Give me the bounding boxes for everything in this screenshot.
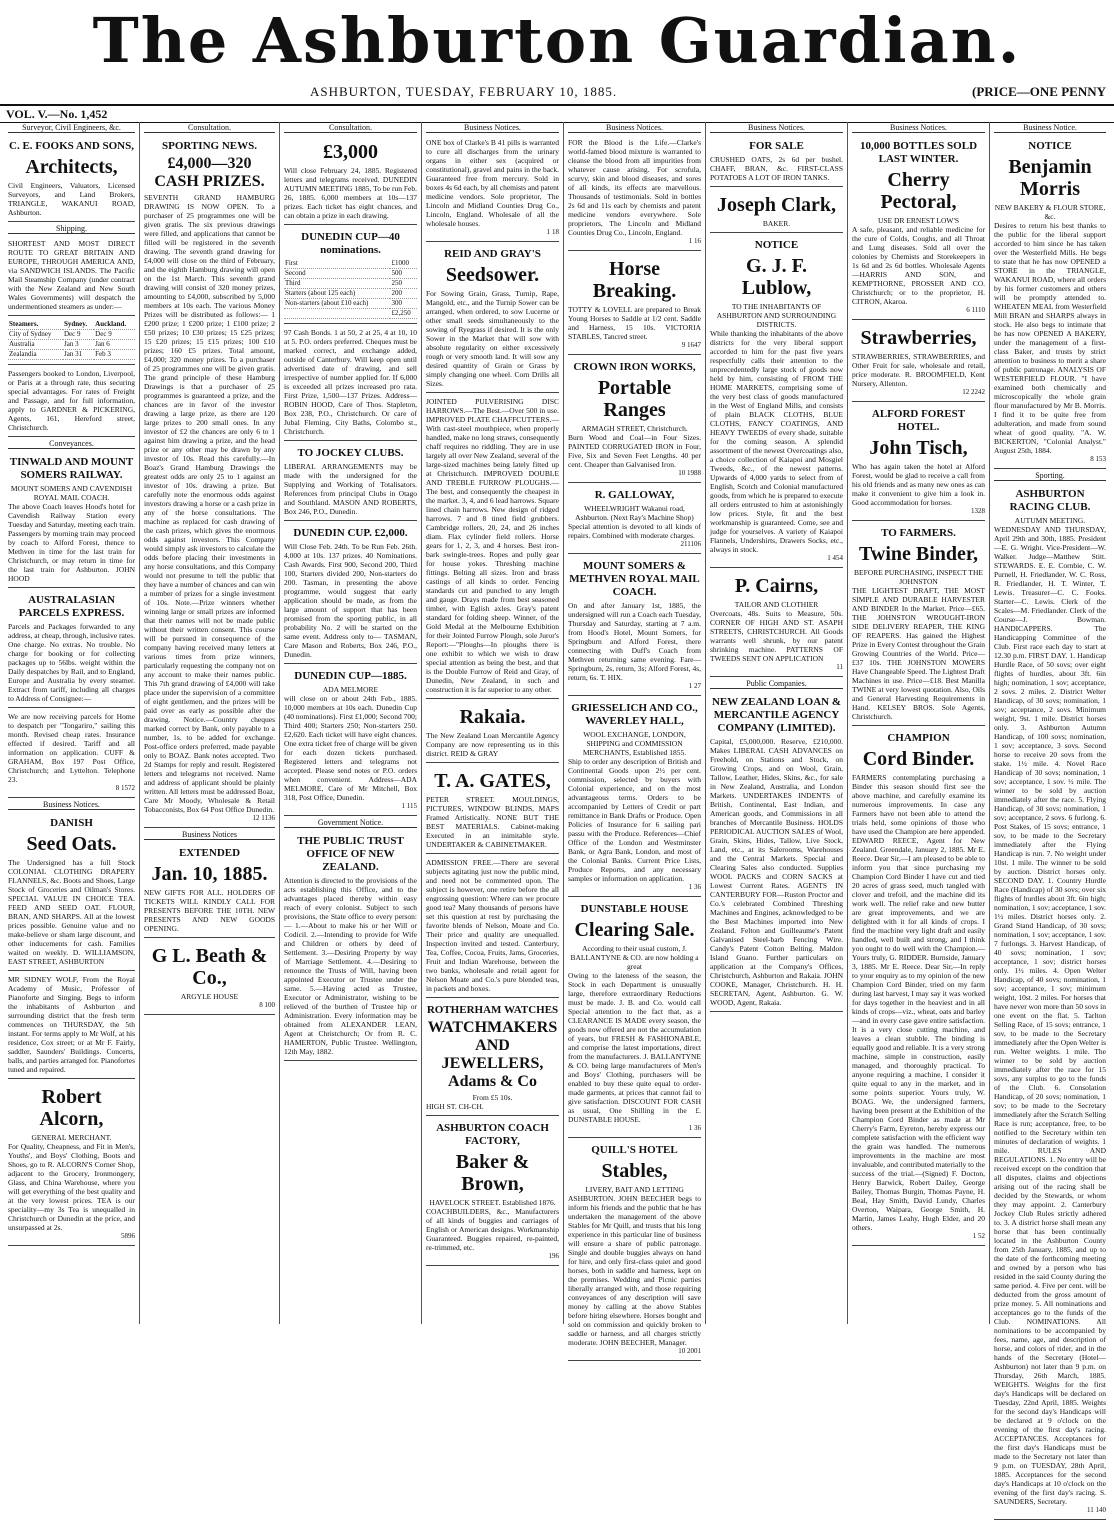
ad-headline: R. GALLOWAY,: [594, 489, 675, 501]
ad-headline: SPORTING NEWS.: [162, 140, 257, 152]
ad-display-heading: WATCHMAKERS AND JEWELLERS, Adams & Co: [427, 1019, 558, 1090]
ad-body-text: Owing to the lateness of the season, the Stock in each Department is unusually large, therefore extraordinary Reductions must be made. J. B. and Co. would call Special attention to the fact that, as a CLEARANCE IS MADE every season, the goods now offered are not the accumulation of years, but FRESH & FASHIONABLE, and comprise the latest importations, direct from the manufacturers. J. BALLANTYNE & CO. being large manufacturers of Men's and Boys' Clothing, purchasers will be enabled to buy these quite equal to order-made garments, at prices that cannot fail to give satisfaction. DISCOUNT FOR CASH as usual, One Shilling in the £. DUNSTABLE HOUSE.: [568, 971, 701, 1124]
ad-subheading: WHEELWRIGHT Wakanui road, Ashburton. (Next Ray's Machine Shop): [575, 504, 694, 522]
ad-reference-number: 1 36: [688, 1124, 701, 1132]
ad-reference-number: 11: [836, 663, 843, 671]
ad-headline: DUNEDIN CUP. £2,000.: [293, 527, 408, 539]
ad-body-text: MR SIDNEY WOLF, From the Royal Academy of Music, Professor of Pianoforte and Singing. Begs to inform the inhabitants of Ashburton and surrounding district that the fresh term commences on THURSDAY, the 5th instant. For terms apply to Mr Wolf, at his residence, Cox street; or at Mr F. Fairly, saddler, Saunders' Buildings. Concerts, balls, and parties arranged for. Pianofortes tuned and repaired.: [8, 975, 135, 1074]
ad-body-text: WEDNESDAY AND THURSDAY, April 29th and 30th, 1885. President—E. G. Wright. Vice-President—W. Walker. Judge—Matthew Stitt. STEWARDS. E. E. Cornbie, C. W. Purnell, H. Friedlander, W. C. Ross, R. Friedlander, H. T. Winter, T. Lewis. Treasurer—C. C. Fooks. Starter—C. Lewis. Clerk of the Scales—M. Friedlander. Clerk of the Course—J. Bowman. HANDICAPPERS. The Handicapping Committee of the Club. First race each day to start at 12.30 p.m. FIRST DAY. 1. Handicap Hurdle Race, of 50 sovs; over eight flights of hurdles, about 3ft. 6in high; nomination, 1 sov; acceptance, 2 sovs. 2 miles. 2. District Welter Handicap, of 30 sovs; nomination, 1 sov; acceptance, 2 sovs. Minimum weight, 9st. 1 mile. District horses only. 3. Ashburton Autumn Handicap, of 100 sovs; nomination, 1 sov; acceptance, 3 sovs. Second horse to receive 20 sovs from the stake. 1½ mile. 4. Novel Race Handicap of 30 sovs; nomination, 1 sov; acceptance, 1 sov. ½ mile. The winner to be sold by auction immediately after the race. 5. Flying Handicap, of 30 sovs; nomination, 1 sov; acceptance, 2 sovs. 6 furlong. 6. Post Stakes, of 15 sovs; entrance, 1 sov, to be made to the Secretary immediately after the Flying Handicap is run. 7. No weight under 10st. 1 mile. The winner to be sold by auction. District horses only. SECOND DAY. 1. Country Hurdle Race (Handicap) of 30 sovs; over six flights of hurdles about 3ft. 6in high; nomination, 1 sov; acceptance, 1 sov. 1½ miles. District horses only. 2. Grand Stand Handicap, of 30 sovs; nomination, 1 sov; acceptance, 1 sov. 7 furlongs. 3. Harvest Handicap, of 40 sovs; nomination, 1 sov; acceptance, 1 sov; district horses only. 1½ miles. 4. Open Welter Handicap, of 40 sovs; nomination, 1 sov; acceptance, 1 sov; minimum weight, 10st. 2 miles. For horses that have never won more than 50 sovs in one event on the flat. 5. Tarlton Selling Race, of 15 sovs; entrance, 1 sov, to be made to the Secretary immediately after the Open Welter is run. Welter weights. 1 mile. The winner to be sold by auction immediately after the race for 15 sovs, any surplus to go to the funds of the Club. 6. Consolation Handicap, of 20 sovs; nomination, 1 sov; to be made to the Secretary immediately after the Scratch Selling Race is run; acceptance, free, to be notified to the Secretary within ten minutes of declaration of weights. 1 mile. RULES AND REGULATIONS. 1. No entry will be received except on the condition that all disputes, claims and objections arising out of the racing shall be decided by the Stewards, or whom they may appoint. 2. Canterbury Jockey Club Rules strictly adhered to. 3. A district horse shall mean any horse that has been continually located in the Ashburton County from 25th January, 1885, and up to the date of the forthcoming meeting and owned by a person who has resided in the said County during the same period. 4. Five per cent. will be deducted from the gross amount of prize money. 5. All nominations and acceptances go to the funds of the Club. NOMINATIONS. All nominations to be accompanied by fees, name, age, and description of horse, and colors of rider, and in the hands of the Secretary (Hotel—Ashburton) not later than 9 p.m. on Thursday, 26th March, 1885. WEIGHTS. Weights for the first day's Handicaps will be declared on Tuesday, 22nd April, 1885. Weights for the second day's Handicaps will be declared at 9 o'clock on the evening of the first day's racing. ACCEPTANCES. Acceptances for the first day's Handicaps must be made to the Secretary not later than 9 p.m. on TUESDAY, 28th April, 1885. Acceptances for the second day's Handicaps at 10 o'clock on the evening of the first day's racing. S. SAUNDERS, Secretary.: [994, 525, 1106, 1506]
ad-body-text: FARMERS contemplating purchasing a Binder this season should first see the above machine, and carefully examine its numerous improvements. In case any Farmers have not been able to attend the trials held, some opinions of those who have used the Champion are here appended. EDWARD REECE, Agent for New Zealand. Greendale, January 2, 1885. Mr E. Reece. Dear Sir,—I am pleased to be able to inform you that since purchasing my Champion Cord Binder I have cut and tied 20 acres of grass seed, much tangled with clover and trefoil, and the machine did its work well. The relief rake and new butter are great improvements, and we are delighted with it for all kinds of crops. I find the machine very light draft and easily handled, well built and strong, and I think you ought to do well with the Champion.—Yours truly, G. RIDDER. Burnside, January 3, 1885. Mr E. Reece. Dear Sir,—In reply to your enquiry as to my opinion of the new Champion Cord Binder, tried on my farm during last harvest, I may say it was worked for days together in the heaviest and in all kinds of crops—viz., wheat, oats and barley—and in every case gave entire satisfaction. It is a very close cutting machine, and leaves a clean stubble. The binding is equally good and reliable. It is a very strong machine, simple in construction, easily managed, and thoroughly practical. To anyone requiring a machine, I consider it quite equal to any in the market, and in some points superior. Yours truly, W. BOAG. We, the undersigned farmers, having been present at the Exhibition of the Champion Cord Binder as made at Mr Cherry's Farm, Eyreton, hereby express our complete satisfaction with the efficient way the grain was handled. The numerous improvements in the machine are most invaluable, and contributed materially to the success of the trial.—(Signed) F. Docton, Henry Barwick, Robert Dailey, George Bailey, Thomas Burgin, Thomas Payne, H. Beal, Hay Smith, David Lundy, Charles Overton, Waipara, George Smith, H. Martin, James Leahy, Hugh Elder, and 20 others.: [852, 773, 985, 1232]
advertisement: [710, 136, 843, 187]
section-heading: Public Companies.: [710, 679, 843, 689]
ad-reference-number: 211106: [680, 540, 701, 548]
ad-subheading: ADA MELMORE: [322, 685, 379, 694]
ad-display-heading: £4,000—320 CASH PRIZES.: [154, 155, 265, 190]
ad-headline: REID AND GRAY'S: [444, 248, 541, 260]
column-5: [564, 122, 706, 1355]
ad-body-text: SHORTEST AND MOST DIRECT ROUTE TO GREAT BRITAIN AND EUROPE, THROUGH AMERICA AND, via SANDWICH ISLANDS. The Pacific Mail Steamship Company (under contract with the New Zealand and New South Wales Governments) will despatch the undermentioned steamers as under:—: [8, 239, 135, 311]
section-heading: Surveyor, Civil Engineers, &c.: [8, 123, 135, 133]
ad-reference-number: 10 2001: [678, 1347, 701, 1355]
advertisement: [8, 813, 135, 971]
ad-table: [284, 259, 417, 319]
ad-display-heading: Jan. 10, 1885.: [151, 863, 268, 885]
ad-display-heading: Stables,: [601, 1160, 668, 1182]
advertisement: [568, 485, 701, 554]
section-heading: Government Notice.: [284, 818, 417, 828]
advertisement: [8, 237, 135, 316]
advertisement: [710, 692, 843, 1012]
table-cell: 300: [390, 299, 417, 309]
table-row: [8, 330, 135, 340]
ad-body-text: Special attention is devoted to all kinds of repairs. Combined with moderate charges.: [568, 522, 701, 540]
ad-body-text: For Sowing Grain, Grass, Turnip, Rape, Mangold, etc., and the Turnip Sower can be arranged, when ordered, to sow Lucerne or other small seeds simultaneously to the sowing of Ryegrass if desired. It is the only Sower in the Market that will sow with absolute regularity on either excessively rough or very smooth land. It will sow any desired quantity of Grain or Grass by simply changing one wheel. Corn Drills all Sizes.: [426, 289, 559, 388]
advertisement: [284, 326, 417, 441]
ad-subheading: USE DR ERNEST LOW'S: [877, 216, 959, 225]
column-1: [4, 122, 140, 1324]
advertisement: [8, 367, 135, 437]
ad-body-text: Ship to order any description of British and Continental Goods upon 2½ per cent. commission, selected by buyers with Colonial experience, and on the most advantageous terms. Orders to be accompanied by Letters of Credit or part remittance in Bank Drafts or Produce. Open Policies of Insurance for 6 sailing pari passu with the Produce. References—Chief Office of the London and Westminster Bank, or Agra Bank, London, and most of the Colonial Banks. Current Price Lists, Produce Reports, and any necessary samples or information on application.: [568, 757, 701, 883]
advertisement: [710, 235, 843, 568]
advertisement: [426, 701, 559, 763]
ad-display-heading: £3,000: [323, 141, 378, 163]
ad-headline: ROTHERHAM WATCHES: [426, 1004, 559, 1016]
advertisement: [8, 452, 135, 588]
column-6: [706, 122, 848, 1324]
advertisement: [284, 831, 417, 1061]
table-cell: Jan 31: [63, 350, 94, 360]
advertisement: [710, 570, 843, 677]
ad-display-heading: G. J. F. Lublow,: [741, 255, 812, 299]
section-heading: Business Notices.: [426, 123, 559, 133]
advertisement: [426, 136, 559, 242]
table-cell: First: [284, 259, 390, 269]
ad-body-text: Passengers booked to London, Liverpool, or Paris at a through rate, thus securing special advantages. For rates of Freight and Passage, and for full information, apply to GARDNER & PICKERING, Agents, 161, Hereford street, Christchurch.: [8, 369, 135, 432]
ad-display-heading: Twine Binder,: [859, 543, 978, 565]
advertisement: [852, 523, 985, 726]
table-cell: City of Sydney: [8, 330, 63, 340]
advertisement: [8, 1081, 135, 1246]
masthead: [0, 0, 1114, 82]
table-row: [284, 279, 417, 289]
advertisement: [284, 523, 417, 664]
advertisement: [852, 728, 985, 1246]
table-row: [284, 299, 417, 309]
ad-body-text: ASHBURTON. JOHN BEECHER begs to inform his friends and the public that he has undertaken the management of the above Stables for Mr Quill, and trusts that his long experience in this particular line of business will ensure a share of public patronage. Single and double buggies always on hand for hire, and only first-class quiet and good horses, both in saddle and harness, kept on the premises. Wedding and Picnic parties liberally arranged with, and those requiring conveyances of any description will save money by calling at the above Stables before hiring elsewhere. Horses bought and sold on commission and quickly broken to saddle or harness, and all charges strictly moderate. JOHN BEECHER, Manager.: [568, 1194, 701, 1347]
ad-subheading: GENERAL MERCHANT.: [31, 1133, 112, 1142]
advertisement: [284, 227, 417, 324]
ad-body-text: PETER STREET. MOULDINGS, PICTURES, WINDOW BLINDS, MAPS Framed Artistically. NONE BUT THE BEST MATERIALS. Cabinet-making Executed in an inimitable style. UNDERTAKER & CABINETMAKER.: [426, 795, 559, 849]
ad-reference-number: 11 140: [1087, 1506, 1106, 1514]
ad-display-heading: Benjamin Morris: [1008, 156, 1092, 200]
ad-subheading: According to their usual custom, J. BALLANTYNE & CO. are now holding a great: [570, 944, 699, 971]
ad-reference-number: 6 1110: [966, 306, 985, 314]
newspaper-title: The Ashburton Guardian.: [92, 4, 1022, 77]
advertisement: [426, 1118, 559, 1266]
ad-subheading: MOUNT SOMERS AND CAVENDISH ROYAL MAIL COACH.: [10, 484, 133, 502]
ad-display-heading: Seedsower.: [445, 264, 540, 286]
advertisement: [568, 899, 701, 1138]
ad-headline: DANISH: [50, 817, 93, 829]
table-cell: Feb 3: [94, 350, 135, 360]
advertisement: [852, 404, 985, 521]
ad-body-text: CRUSHED OATS, 2s 6d per bushel. CHAFF, BRAN, &c. FIRST-CLASS POTATOES A LOT OF IRON TANKS.: [710, 155, 843, 182]
ad-body-text: While thanking the inhabitants of the above districts for the very liberal support accorded to him for the past five years respectfully calls their attention to the unprecedentedly large stock of goods now held by him, consisting of FROM THE HOME MARKETS, comprising some of the very best class of goods manufactured in the West of England Mills, and consists of plain BLACK CLOTHS, BLUE CLOTHS, FANCY COATINGS, AND HEAVY TWEEDS of every shade, suitable for the coming season. A splendid assortment of the newest Overcoatings also, a choice collection of Kaiapoi and Mosgiel Tweeds, &c., of the newest patterns. Upwards of 4,000 yards to select from of English, Scotch and Colonial manufactured goods, from which he is prepared to execute all orders entrusted to him at astonishingly low prices. Style, fit and the best workmanship is guaranteed. Come, see and judge for yourselves. A variety of Kaiapoi Flannels, Undershirts, Drawers Socks, etc., always in stock.: [710, 329, 843, 554]
table-cell: Starters (about 125 each): [284, 289, 390, 299]
dateline: [0, 82, 1114, 100]
ad-headline: GRIESSELICH AND CO., WAVERLEY HALL,: [571, 702, 698, 727]
advertisement: [284, 443, 417, 521]
table-cell: £2,250: [390, 309, 417, 319]
ad-body-text: THE LIGHTEST DRAFT, THE MOST SIMPLE AND DURABLE HARVESTER AND BINDER In the Market. Price—£65. THE JOHNSTON WROUGHT-IRON SIDE DELIVERY REAPER, THE KING OF REAPERS. Has gained the Highest Prize in Every Contest throughout the Grain Growing Countries of the World. Price—£37 10s. THE JOHNSTON MOWERS Have Changeable Speed. The Lightest Draft Machines in use. Price—£18. Best Manilla TWINE at very lowest quotation. Also, Oils and General Harvesting Requirements in Hand. KELSEY BROS. Sole Agents, Christchurch.: [852, 586, 985, 721]
table-row: [284, 289, 417, 299]
ad-reference-number: 8 100: [259, 1001, 275, 1009]
ad-body-text: ADMISSION FREE.—There are several subjects agitating just now the public mind, and need not be commented upon. The subject is however, one retire before the all engrossing question: Where can we procure good tea? Many thousands of persons have set this question at rest by purchasing the favorite blends of Nelson, Moate and Co. Their price and quality are unequalled. Inspection invited and tested. Canterbury, Tea, Coffee, Cocoa, Fruits, Jams, Groceries, Fruit and Indian Warehouse, between the two banks, wholesale and retail agent for Nelson Moate and Co.'s pure blended teas, in packets and boxes.: [426, 858, 559, 993]
section-heading: Business Notice.: [994, 123, 1106, 133]
ad-reference-number: 1 454: [827, 554, 843, 562]
ad-reference-number: 1328: [971, 507, 985, 515]
ad-body-text: Will Close Feb. 24th. To be Run Feb. 26th. 4,000 at 10s. 137 prizes. 40 Nominations. Cash Awards. First 900, Second 200, Third 100, Starters divided 200, Non-starters do 200. Tasman, in presenting the above programme, would suggest that early application should be made, as from the large amount of support that has been promised from the sporting public, in all probability No. 2 will be started on the same event. Address only to— TASMAN, Care Mason and Roberts, Box 246, P.O., Dunedin.: [284, 542, 417, 659]
advertisement: [8, 710, 135, 798]
ad-headline: CHAMPION: [887, 732, 950, 744]
table-cell: 500: [390, 269, 417, 279]
advertisement: [568, 357, 701, 483]
ad-reference-number: 12 1136: [252, 814, 275, 822]
section-heading: Business Notices.: [852, 123, 985, 133]
ad-reference-number: 5896: [121, 1232, 135, 1240]
ad-subheading: TAILOR AND CLOTHIER: [734, 600, 819, 609]
volume-line: [0, 104, 1114, 123]
ad-reference-number: 1 16: [688, 237, 701, 245]
advertisement: [852, 322, 985, 402]
table-cell: 250: [390, 279, 417, 289]
ad-subheading: ARMAGH STREET, Christchurch.: [581, 424, 688, 433]
ad-body-text: For Quality, Cheapness, and Fit in Men's, Youths', and Boys' Clothing, Boots and Shoes, go to R. ALCORN'S Corner Shop, adjacent to the Grocery, Ironmongery, Glass, and China Warehouse, where you will get everything of the best quality and at the very lowest prices. TEA is our speciality—my 3s Tea is unequalled in Christchurch or Dunedin at the price, and unsurpassed at 2s.: [8, 1142, 135, 1232]
ad-subheading: NEW BAKERY & FLOUR STORE, &c.: [994, 203, 1106, 221]
ad-body-text: Attention is directed to the provisions of the acts establishing this Office, and to the advantages placed thereby within easy reach of every colonist. Subject to such provisions, the State office to every person:— 1.—About to make his or her Will or Codicil. 2.—Intending to provide for Wife and Children or others by deed of Settlement. 3.—Desiring Property by way of Marriage Settlement. 4.—Desiring to renounce the Trusts of Will, having been appointed Executor or Trustee under the same. 5.—Having acted as Trustee, Executor or Administrator, wishing to be relieved of the burthen of Trustee hip or Administration. Every information may be obtained from ALEXANDER LEAN, Agent at Christchurch; Or from R. C. HAMERTON, Public Trustee. Wellington, 12th May, 1882.: [284, 876, 417, 1056]
ad-body-text: JOINTED PULVERISING DISC HARROWS.—The Best.—Over 500 in use. IMPROVED PLATE CHAFFCUTTERS.—With cast-steel mouthpiece, when properly handled, make no long straws, consequently chaff requires no riddling. They are in use largely all over New Zealand, several of the large-sized machines being lately fitted up at Christchurch. IMPROVED DOUBLE AND TREBLE FURROW PLOUGHS.—The best, and consequently the cheapest in the market. 3, 4, and 6 lead harrows. Square lined chain harrows. New design of ridged harrows. 7 and 8 tined field grubbers. Cambridge rollers, 20, 24, and 26 inches diam. Flax cylinder field rollers. Horse gears for 1, 2, 3, and 4 horses. Best iron-bark swingle-trees. Ropes and pully gear for house yokes. Threshing machine fittings. Belting all sizes. Iron and brass castings of all kinds to order. Fencing standards cut and punched to any length and gauge. Drays made from best seasoned timber, with Eglish axles. Gray's patent standard for folding sheep. Winner, of the Gold Medal at the Melbourne Exhibition for their Jointed Furrow Plough, sole Juror's Report:—"Ploughs—In ploughs there is one exhibit to which we wish to draw special attention as being the best, and that is the Double Furrow of Reid and Gray, of Dunedin, New Zealand, in such and construction it is far superior to any other.: [426, 397, 559, 694]
ad-body-text: The New Zealand Loan Mercantile Agency Company are now representing us in this district. REID & GRAY: [426, 731, 559, 758]
table-cell: Jan 3: [63, 340, 94, 350]
ad-body-text: STRAWBERRIES, STRAWBERRIES, and Other Fruit for sale, wholesale and retail, price moderate. R. BROOMFIELD, Kent Nursery, Allenton.: [852, 352, 985, 388]
ad-reference-number: 12 2242: [962, 388, 985, 396]
ad-body-text: FOR the Blood is the Life.—Clarke's world-famed blood mixture is warranted to cleanse the blood from all impurities from whatever cause arising. For scrofula, scurvy, skin and blood diseases, and sores of all kinds, its effects are marvellous. Thousands of testimonials. Sold in bottles 2s 6d and 11s each by chemists and patent medicine vendors everywhere. Sole proprietors, The Lincoln and Midland Counties Drug Co., Lincoln, England.: [568, 138, 701, 237]
section-heading: Business Notices.: [710, 123, 843, 133]
ad-body-text: Desires to return his best thanks to the public for the liberal support accorded to him since he has taken over the Westerfield Mills. He begs to state that he has now OPENED a STORE in the TRIANGLE, WAKANUI ROAD, where all orders by his former customers and others will be promptly attended to. WHEATEN MEAL from Westerfield Mill BRAN and SHARPS always in stock. He also begs to intimate that he has now OPENED A BAKERY, under the management of a first-class Baker, and trusts by strict attention to business to merit a share of public patronage. ANALYSIS OF WESTERFIELD FLOUR. "I have examined both chemically and microscopically the whole grain flour manufactured by Mr B. Morris. I find it to be quite free from adulteration, and made from sound wheat of good quality. "A. W. BICKERTON, "Colonial Analyst." August 25th, 1884.: [994, 221, 1106, 455]
column-4: [422, 122, 564, 1324]
ad-body-text: Who has again taken the hotel at Alford Forest, would be glad to receive a call from his old friends and as many new ones as can make it convenient to give him a look in. Good accommodation for horses.: [852, 462, 985, 507]
ad-body-text: The above Coach leaves Hood's hotel for Cavendish Railway Station every Tuesday and Saturday, meeting each train. Passengers by morning train may proceed by coach to Alford Forest, thence to Methven in time for the last train for Christchurch, or may return in time for the last train for Ashburton. JOHN HOOD: [8, 502, 135, 583]
advertisement: [8, 973, 135, 1079]
ad-headline: ALFORD FOREST HOTEL.: [871, 408, 966, 433]
ad-display-heading: John Tisch,: [869, 437, 968, 459]
table-cell: £1000: [390, 259, 417, 269]
advertisement: [8, 318, 135, 365]
ad-subheading: BEFORE PURCHASING, INSPECT THE JOHNSTON: [854, 568, 983, 586]
ad-body-text: ONE box of Clarke's B 41 pills is warranted to cure all discharges from the urinary organs in either sex (acquired or constitutional), gravel and pains in the back. Guaranteed free from mercury. Sold in boxes 4s 6d each, by all chemists and patent medicine vendors. Sole proprietor, The Lincoln and Midland Counties Drug Co., Lincoln, England. Wholesale of all the wholesale houses.: [426, 138, 559, 228]
table-cell: Second: [284, 269, 390, 279]
table-cell: Australia: [8, 340, 63, 350]
table-cell: [284, 309, 390, 319]
ad-display-heading: Baker & Brown,: [455, 1151, 530, 1195]
ad-reference-number: 10 1988: [678, 469, 701, 477]
ad-reference-number: 196: [548, 1252, 559, 1260]
section-heading: Conveyances.: [8, 439, 135, 449]
ad-headline: C. E. FOOKS AND SONS,: [9, 140, 134, 152]
ad-headline: THE PUBLIC TRUST OFFICE OF NEW ZEALAND.: [297, 835, 404, 873]
ad-body-text: We are now receiving parcels for Home to despatch per "Tongariro," sailing this month. Revised cheap rates. Insurance effected if desired. Tariff and all information on application. CUFF & GRAHAM, Box 197 Post Office, Christchurch; and Lyttelton. Telephone 23.: [8, 712, 135, 784]
ad-reference-number: 1 36: [688, 883, 701, 891]
ad-display-heading: Horse Breaking.: [592, 258, 677, 302]
ad-body-text: NEW GIFTS FOR ALL. HOLDERS OF TICKETS WILL KINDLY CALL FOR PRESENTS BEFORE THE 10TH. NEW PRESENTS AND NEW GOODS OPENING.: [144, 888, 275, 933]
ad-reference-number: 9 1647: [681, 341, 701, 349]
ad-headline: TINWALD AND MOUNT SOMERS RAILWAY.: [9, 456, 134, 481]
place-date: ASHBURTON, TUESDAY, FEBRUARY 10, 1885.: [310, 84, 618, 99]
ad-body-text: TOTTY & LOVELL are prepared to Break Young Horses to Saddle at 1/2 cent. Saddle and Harness, 15 10s. VICTORIA STABLES, Tancred street.: [568, 305, 701, 341]
ad-headline: DUNEDIN CUP—40 nominations.: [301, 231, 400, 256]
advertisement: [568, 556, 701, 696]
ad-body-text: HIGH ST. CH-CH.: [426, 1102, 484, 1111]
advertisement: [8, 590, 135, 708]
advertisement: [144, 940, 275, 1015]
ad-body-text: A safe, pleasant, and reliable medicine for the cure of Colds, Coughs, and all Throat and Lung diseases. Sold all over the colonies by Chemists and Storekeepers in 1s 6d and 2s 6d bottles. Wholesale Agents—HARRIS AND SON, and KEMPTHORNE, PROSSER AND CO. Christchurch; or to the proprietor, H. CITRON, Akaroa.: [852, 225, 985, 306]
advertisement: [710, 189, 843, 233]
advertisement: [144, 136, 275, 828]
ad-headline: FOR SALE: [749, 140, 804, 152]
ad-body-text: Will close February 24, 1885. Registered letters and telegrams received. DUNEDIN AUTUMN MEETING 1885, To be run Feb. 26, 1885. 6,000 members at 10s—137 prizes. Each ticket has eight chances, and can obtain a prize in each drawing.: [284, 166, 417, 220]
advertisement: [426, 856, 559, 998]
advertisement: [994, 484, 1106, 1520]
ad-headline: TO JOCKEY CLUBS.: [297, 447, 404, 459]
advertisement: [284, 136, 417, 225]
advertisement: [144, 843, 275, 938]
table-row: [284, 309, 417, 319]
ad-body-text: On and after January 1st, 1885, the undersigned will run a Coach each Tuesday, Thursday and Saturday, starting at 7 a.m. from Hood's Hotel, Mount Somers, for Springburn and Alford Forest, there connecting with Duff's Coach from Methven returning same evening. Fare—Springburn, 2s, return, 3s; Alford Forest, 4s, return, 6s. T. HIX.: [568, 601, 701, 682]
table-cell: Dec 9: [63, 330, 94, 340]
ad-subheading: BAKER.: [762, 219, 791, 228]
ad-subheading: From £5 10s.: [472, 1093, 513, 1102]
ad-subheading: TO THE INHABITANTS OF ASHBURTON AND SURROUNDING DISTRICTS.: [716, 302, 837, 329]
section-heading: Business Notices: [144, 830, 275, 840]
section-heading: Business Notices.: [8, 800, 135, 810]
ad-body-text: 97 Cash Bonds. 1 at 50, 2 at 25, 4 at 10, 10 at 5. P.O. orders preferred. Cheques must be marked correct, and exchange added, outside of Canterbury. Will keep open until advertised date of drawing, and sell irrespective of number applied for. If 6,000 is exceeded all prizes increased pro rata. First Prize, 1,500—137 Prizes. Address—ROBIN HOOD, Care of Thos. Stapleton, Box 238, P.O., Christchurch. Or care of Jubal Fleming, City Baths, Colombo st., Christchurch.: [284, 328, 417, 436]
table-header-cell: Auckland.: [94, 320, 135, 330]
ad-body-text: Burn Wood and Coal—in Four Sizes. PAINTED CORRUGATED IRON in Four, Five, Six and Seven Feet Lengths. 40 per cent. Cheaper than Galvanised Iron.: [568, 433, 701, 469]
ad-reference-number: 8 153: [1090, 455, 1106, 463]
column-7: [848, 122, 990, 1324]
table-row: [284, 259, 417, 269]
ad-display-heading: Cherry Pectoral,: [880, 169, 957, 213]
ad-display-heading: T. A. GATES,: [434, 770, 551, 792]
advertisement: [852, 136, 985, 320]
table-cell: 200: [390, 289, 417, 299]
section-heading: Consultation.: [144, 123, 275, 133]
section-heading: Shipping.: [8, 224, 135, 234]
table-header-cell: Steamers.: [8, 320, 63, 330]
ad-headline: CROWN IRON WORKS,: [573, 361, 696, 373]
ad-display-heading: Strawberries,: [860, 327, 977, 349]
table-row: [284, 269, 417, 279]
advertisement: [426, 1000, 559, 1116]
table-row: [8, 340, 135, 350]
ad-display-heading: Clearing Sale.: [574, 919, 695, 941]
ad-body-text: will close on or about 24th Feb., 1885. 10,000 members at 10s each. Dunedin Cup (40 nominations). First £1,000; Second 700; Third 400; Starters 250; Non-starters 250. £2,620. Each ticket will have eight chances. One extra ticket free of charge will be given for each dozen tickets purchased. Registered letters and telegrams not accepted. Please send notes or P.O. orders when convenient. Address—ADA MELMORE, Care of Mr Mitchell, Box 318, Post Office, Dunedin.: [284, 694, 417, 802]
ad-display-heading: P. Cairns,: [734, 575, 819, 597]
ad-display-heading: Cord Binder.: [862, 748, 975, 770]
advertisement: [568, 136, 701, 251]
table-cell: Third: [284, 279, 390, 289]
ad-display-heading: Architects,: [25, 156, 118, 178]
ad-headline: TO FARMERS.: [881, 527, 956, 539]
advertisement: [426, 244, 559, 393]
ad-headline: MOUNT SOMERS & METHVEN ROYAL MAIL COACH.: [569, 560, 700, 598]
ad-display-heading: G L. Beath & Co.,: [151, 945, 268, 989]
ad-body-text: COACHBUILDERS, &c., Manufacturers of all kinds of buggies and carriages of English or American designs. Workmanship Guaranteed. Buggies repaired, re-painted, re-trimmed, etc.: [426, 1207, 559, 1252]
volume-number: VOL. V.—No. 1,452: [6, 107, 108, 121]
ad-body-text: SEVENTH GRAND HAMBURG DRAWING IS NOW OPEN. To a purchaser of 25 programmes one will be given gratis. The six previous drawings were filled, and applications that cannot be filled will be registered in the seventh drawing. The seventh grand drawing for £4,000 will close on the third of February, and the eighth Hamburg drawing will open on the 1st March. This seventh grand drawing will consist of 320 money prizes, amounting to £4,000, subscribed by 5,000 members at 10s each. The various Money Prizes will be distributed as follows:— 1 £200 prize; 1 £200 prize; 1 £100 prize; 2 £50 prizes; 10 £30 prizes; 15 £25 prizes; 15 £20 prizes; 15 £15 prizes; 100 £10 prizes; 160 £5 prizes. Total amount, £4,000; 320 money prizes. To a purchaser of 25 programmes one will be given gratis. The grand principle of these Hamburg Drawings is that a purchaser of 25 programmes is guaranteed a prize, and the chances are in favor of the investor drawing a large prize, as there are 120 large prizes to 200 small ones. In any investor of £2 the chances are only 6 to 1 against him drawing a prize, and the head prize or any other may be drawn by any investor of 10s. Read this carefully.—In Boaz's Grand Hamburg Drawings the greatest odds are only 25 to 1 against an investor of 10s. drawing a prize. But carefully note the enormous odds against investors drawing a horse or a cash prize in any of the horse consultations. The machine as replaced for cash drawing of the cash prizes, which gives the enormous odds against investors. This Company would simply ask investors to calculate the odds before placing their investments in any horse consultations, and this Company would not presume to tell the public that they have a number of chances and can win a number of prizes for a single investment of 10s. Note.—Prize winners whether winning large or small prizes are informed that their names will not be made public without their written consent. This course will be pursued in consequence of the company having received many letters at various times from prize winners, particularly requesting the company not on any account to make their names public. This 7th grand drawing of £4,000 will take place under the supervision of a committee of eight gentlemen, and the prizes will be paid over as early as possible after the drawing. Notice.—Country cheques marked correct by Bank, only payable to a number, 1s. to be added for exchange. Post-office orders preferred, made payable only to BOAZ. Bank notes accepted. Two 2d Stamps for reply and result. Registered letters and telegrams not received. Name and address of applicant should be plainly written. All letters must be addressed Boaz, Care Mr Moody, Wholesale & Retail Tobacconists, Box 64 Post Office Dunedin.: [144, 193, 275, 814]
ad-headline: ASHBURTON COACH FACTORY,: [436, 1122, 549, 1147]
table-cell: Zealandia: [8, 350, 63, 360]
column-8: [990, 122, 1110, 1514]
table-cell: Dec 9: [94, 330, 135, 340]
table-cell: Jan 6: [94, 340, 135, 350]
ad-reference-number: 1 18: [546, 228, 559, 236]
advertisement: [568, 698, 701, 897]
advertisement: [568, 253, 701, 355]
ad-body-text: Overcoats, 48s. Suits to Measure, 50s. CORNER OF HIGH AND ST. ASAPH STREETS, CHRISTCHURCH. All Goods warrants well shrunk, by our patent shrinking machine. PATTERNS OF TWEEDS SENT ON APPLICATION: [710, 609, 843, 663]
table-header-cell: Sydney.: [63, 320, 94, 330]
section-heading: Business Notices.: [568, 123, 701, 133]
ad-subheading: WOOL EXCHANGE, LONDON, SHIPPING and COMMISSION MERCHANTS, Established 1855.: [582, 730, 687, 757]
advertisement: [284, 666, 417, 816]
ad-headline: QUILL'S HOTEL: [591, 1144, 678, 1156]
ad-subheading: AUTUMN MEETING.: [1014, 516, 1086, 525]
ad-body-text: Capital, £5,000,000. Reserve, £210,000. Makes LIBERAL CASH ADVANCES on Freehold, on Stations and Stock, on Growing Crops, and on Wool, Grain, Tallow, Leather, Hides, Skins, &c., for sale in New Zealand, Australia, and London Markets. UNDERTAKES INDENTS of British, Continental, East Indian, and American goods, and Commissions in all branches of Mercantile Business. HOLDS PERIODICAL AUCTION SALES of Wool, Grain, Skins, Hides, Tallow, Live Stock, Land, etc., at its Salerooms, Warehouses and the Central Markets. Special and Clearing Sales also conducted. Supplies WOOL PACKS and CORN SACKS at Lowest Current Rates. AGENTS IN CANTERBURY FOR—Ruston Proctor and Co.'s celebrated Combined Threshing Machines and Engines, acknowledged to be the Best Machines imported into New Zealand. Felton and Guilleaume's Patent Galvanised Steel-barb Fencing Wire. Candy's Patent Cotton Belting. Maldon Island Guano. Further particulars on application at the Company's Offices, Christchurch, Ashburton and Rakaia. JOHN COOKE, Manager, Christchurch. H. H. SECRETAN, Agent, Ashburton. G. W. WOOD, Agent, Rakaia.: [710, 737, 843, 1007]
advertisement: [568, 1140, 701, 1361]
ad-headline: 10,000 BOTTLES SOLD LAST WINTER.: [859, 140, 978, 165]
ad-reference-number: 1 115: [401, 802, 417, 810]
ad-reference-number: 1 52: [972, 1232, 985, 1240]
section-heading: Sporting.: [994, 471, 1106, 481]
advertisement: [8, 136, 135, 222]
ad-subheading: ARGYLE HOUSE: [180, 992, 239, 1001]
ad-display-heading: Rakaia.: [459, 706, 526, 728]
advertisement: [426, 395, 559, 699]
ad-display-heading: Portable Ranges: [597, 377, 672, 421]
advertisement: [994, 136, 1106, 469]
ad-headline: NOTICE: [754, 239, 799, 251]
ad-display-heading: Robert Alcorn,: [39, 1086, 104, 1130]
ad-subheading: HAVELOCK STREET. Established 1876.: [429, 1198, 556, 1207]
price: (PRICE—ONE PENNY: [972, 84, 1106, 99]
ad-headline: NEW ZEALAND LOAN & MERCANTILE AGENCY COMPANY (LIMITED).: [711, 696, 842, 734]
ad-body-text: Civil Engineers, Valuators, Licensed Surveyors, and Land Brokers, TRIANGLE, WAKANUI ROAD, Ashburton.: [8, 181, 135, 217]
columns-container: [4, 122, 1110, 1514]
ad-headline: ASHBURTON RACING CLUB.: [1009, 488, 1091, 513]
ad-headline: DUNSTABLE HOUSE: [580, 903, 689, 915]
ad-reference-number: 8 1572: [115, 784, 135, 792]
ad-reference-number: 1 27: [688, 682, 701, 690]
table-cell: Non-starters (about £10 each): [284, 299, 390, 309]
ad-display-heading: Joseph Clark,: [717, 194, 836, 216]
ad-display-heading: Seed Oats.: [26, 833, 117, 855]
ad-body-text: LIBERAL ARRANGEMENTS may be made with the undersigned for the Supplying and Working of Totalisators. References from principal Clubs in Otago and Southland. MASON AND ROBERTS, Box 246, P.O., Dunedin.: [284, 462, 417, 516]
ad-headline: EXTENDED: [178, 847, 241, 859]
advertisement: [426, 765, 559, 854]
ad-subheading: LIVERY, BAIT AND LETTING: [585, 1185, 684, 1194]
ad-headline: NOTICE: [1028, 140, 1072, 152]
ad-table: [8, 320, 135, 360]
ad-body-text: The Undersigned has a full Stock COLONIAL CLOTHING DRAPERY FLANNELS, &c. Boots and Shoes, Large Stock of Groceries and Oilman's Stores. SPECIAL VALUE IN CHOICE TEA. FEED AND SEED OAT. FLOUR, BRAN, AND SHARPS. All at the lowest prices possible. Genuine value and no make-believe or sham large discount, and other inducements for cash. Families waited on weekly. D. WILLIAMSON, EAST STREET, ASHBURTON: [8, 858, 135, 966]
ad-headline: AUSTRALASIAN PARCELS EXPRESS.: [18, 594, 125, 619]
ad-body-text: Parcels and Packages forwarded to any address, at cheap, through, inclusive rates. One charge. No extras. No trouble. No charge for booking or for collecting packages up to 56lbs. weight within the Daily despatches by Rail, and to England, Europe and Australia by every steamer. Extract from tariff, including all charges to Address of Consignee:—: [8, 622, 135, 703]
section-heading: Consultation.: [284, 123, 417, 133]
column-2: [140, 122, 280, 1324]
table-row: [8, 350, 135, 360]
ad-headline: DUNEDIN CUP—1885.: [294, 670, 407, 682]
column-3: [280, 122, 422, 1324]
